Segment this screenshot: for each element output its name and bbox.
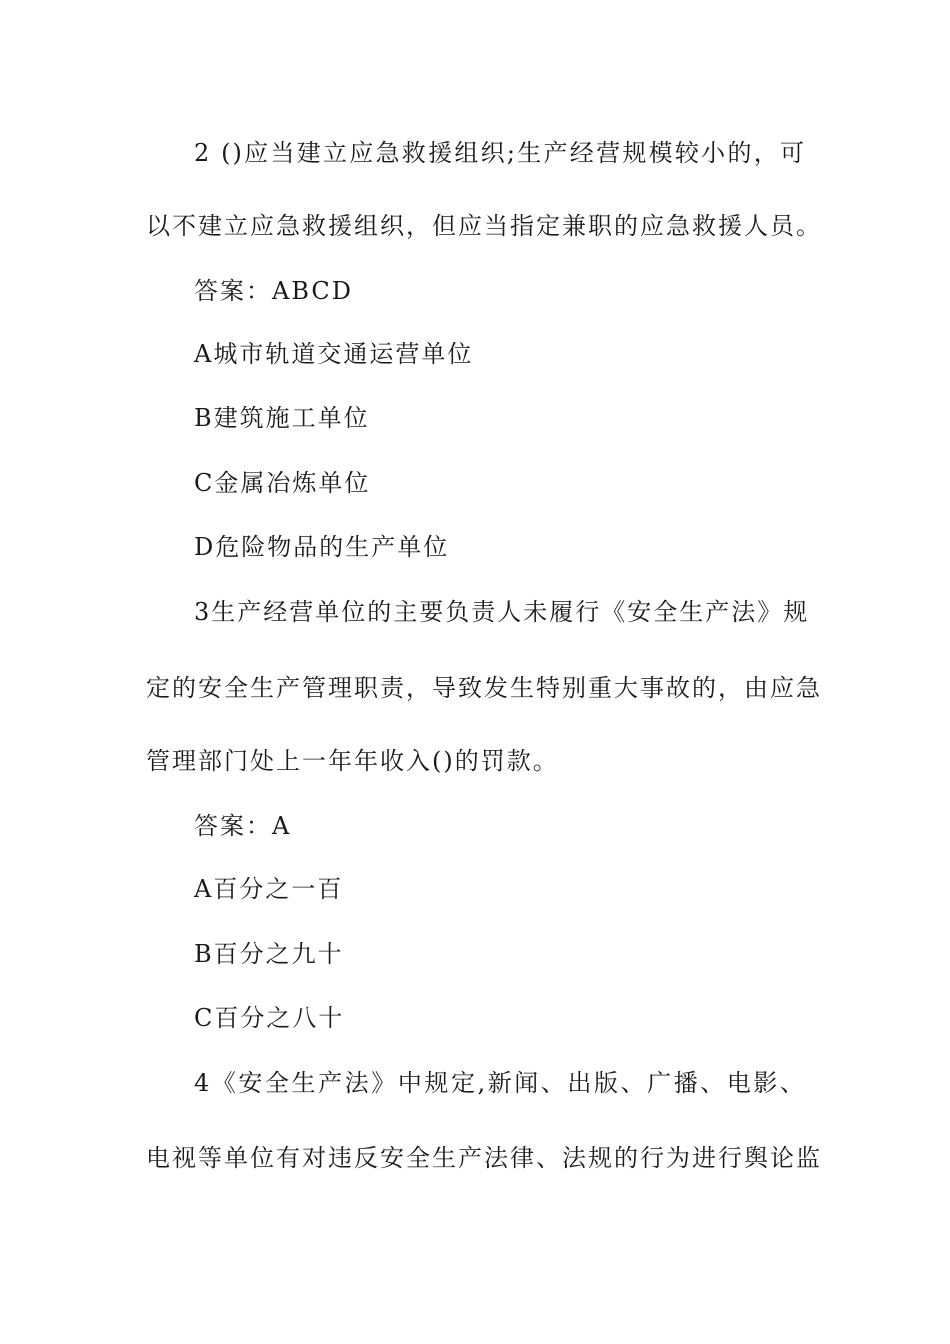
q3-option-b: B百分之九十 xyxy=(194,940,344,968)
q3-option-c: C百分之八十 xyxy=(194,1004,345,1032)
q2-option-c: C金属冶炼单位 xyxy=(194,469,371,497)
q3-line-2: 定的安全生产管理职责，导致发生特别重大事故的，由应急 xyxy=(146,674,822,702)
q3-line-3: 管理部门处上一年年收入()的罚款。 xyxy=(146,747,559,775)
q2-line-2: 以不建立应急救援组织，但应当指定兼职的应急救援人员。 xyxy=(146,212,822,240)
q2-option-b: B建筑施工单位 xyxy=(194,404,370,432)
q2-option-d: D危险物品的生产单位 xyxy=(194,533,450,561)
q3-line-1: 3生产经营单位的主要负责人未履行《安全生产法》规 xyxy=(194,598,810,626)
q4-line-2: 电视等单位有对违反安全生产法律、法规的行为进行舆论监 xyxy=(146,1144,822,1172)
q2-option-a: A城市轨道交通运营单位 xyxy=(194,340,474,368)
q2-answer: 答案：ABCD xyxy=(194,277,354,305)
q4-line-1: 4《安全生产法》中规定,新闻、出版、广播、电影、 xyxy=(194,1069,806,1097)
q3-answer: 答案：A xyxy=(194,812,292,840)
q3-option-a: A百分之一百 xyxy=(194,875,344,903)
q2-line-1: 2 ()应当建立应急救援组织;生产经营规模较小的，可 xyxy=(194,139,806,167)
